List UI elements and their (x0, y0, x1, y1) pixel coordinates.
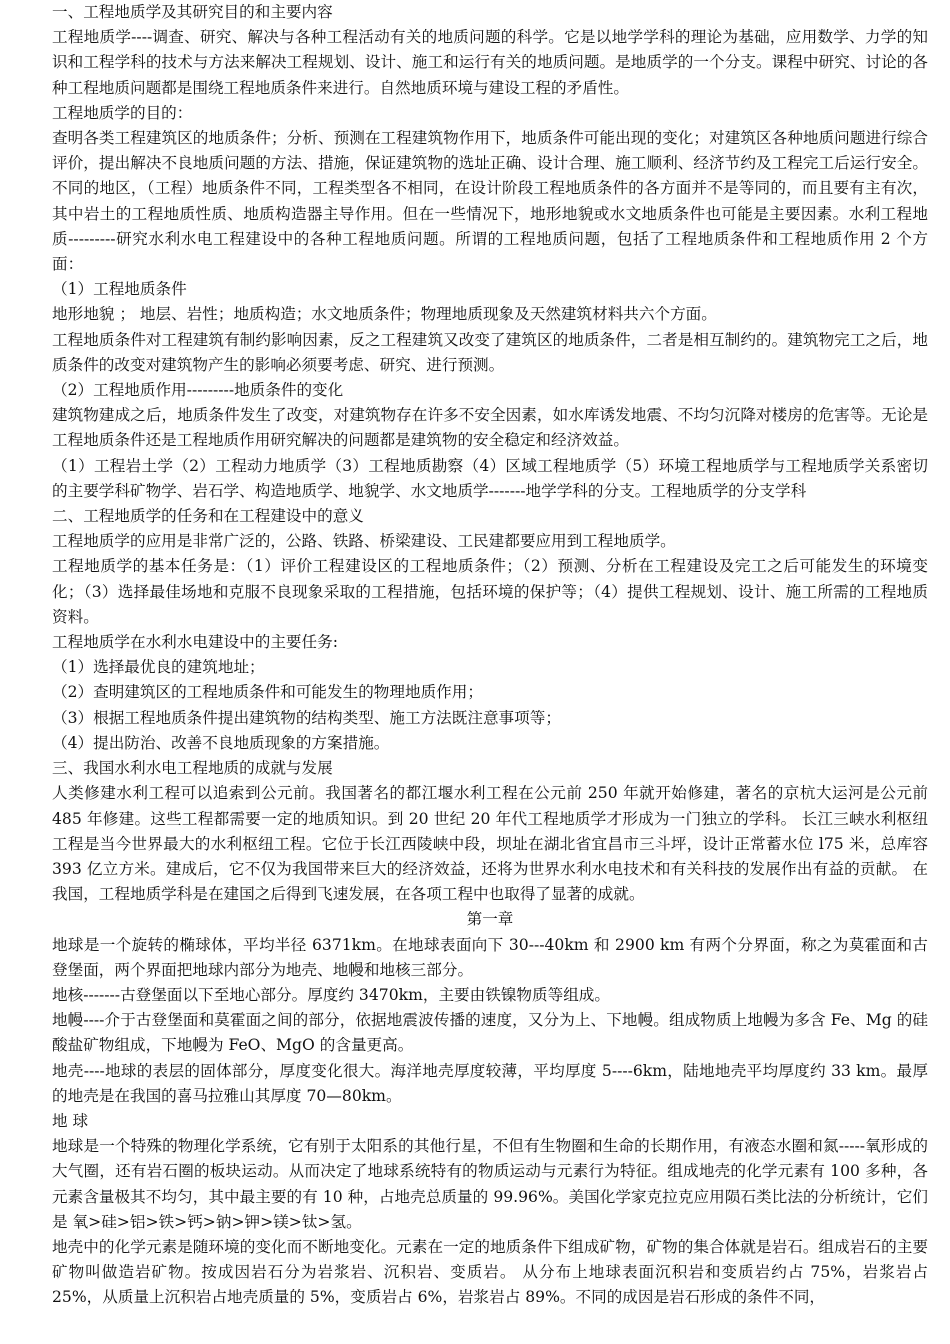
paragraph: 人类修建水利工程可以追索到公元前。我国著名的都江堰水利工程在公元前 250 年就开始修建，著名的京杭大运河是公元前 485 年修建。这些工程都需要一定的地质知识。到 20 世纪 20 年代工程地质学才形成为一门独立的学科。 长江三峡水利枢纽工程是当今世界最大的水利枢纽工程。它位于长江西陵峡中段，坝址在湖北省宜昌市三斗坪，设计正常蓄水位 l75 米，总库容 393 亿立方米。建成后，它不仅为我国带来巨大的经济效益，还将为世界水利水电技术和有关科技的发展作出有益的贡献。 在我国，工程地质学科是在建国之后得到飞速发展，在各项工程中也取得了显著的成就。 (52, 784, 928, 904)
paragraph: 地 球 (52, 1111, 89, 1130)
paragraph: 建筑物建成之后，地质条件发生了改变，对建筑物存在许多不安全因素，如水库诱发地震、不均匀沉降对楼房的危害等。无论是工程地质条件还是工程地质作用研究解决的问题都是建筑物的安全稳定和经济效益。 (52, 406, 928, 450)
paragraph: 地形地貌 ； 地层、岩性；地质构造；水文地质条件；物理地质现象及天然建筑材料共六个方面。 (52, 305, 717, 324)
paragraph: 工程地质学在水利水电建设中的主要任务: (52, 633, 338, 652)
paragraph: 地壳----地球的表层的固体部分，厚度变化很大。海洋地壳厚度较薄，平均厚度 5----6km，陆地地壳平均厚度约 33 km。最厚的地壳是在我国的喜马拉雅山其厚度 70—80km。 (52, 1061, 928, 1105)
paragraph: （4）提出防治、改善不良地质现象的方案措施。 (52, 733, 390, 752)
document-body (52, 0, 928, 1311)
paragraph: 工程地质条件对工程建筑有制约影响因素，反之工程建筑又改变了建筑区的地质条件，二者是相互制约的。建筑物完工之后，地质条件的改变对建筑物产生的影响必须要考虑、研究、进行预测。 (52, 330, 928, 374)
chapter-heading: 第一章 (466, 910, 514, 929)
paragraph: （1）工程岩土学（2）工程动力地质学（3）工程地质勘察（4）区域工程地质学（5）环境工程地质学与工程地质学关系密切的主要学科矿物学、岩石学、构造地质学、地貌学、水文地质学-------地学学科的分支。工程地质学的分支学科 (52, 456, 928, 500)
paragraph: 工程地质学的应用是非常广泛的，公路、铁路、桥梁建设、工民建都要应用到工程地质学。 (52, 532, 676, 551)
paragraph: 地球是一个特殊的物理化学系统，它有别于太阳系的其他行星，不但有生物圈和生命的长期作用，有液态水圈和氮-----氧形成的大气圈，还有岩石圈的板块运动。从而决定了地球系统特有的物质运动与元素行为特征。组成地壳的化学元素有 100 多种，各元素含量极其不均匀，其中最主要的有 10 种，占地壳总质量的 99.96%。美国化学家克拉克应用陨石类比法的分析统计，它们是 氧>硅>铝>铁>钙>钠>钾>镁>钛>氢。 (52, 1137, 928, 1231)
paragraph: 工程地质学的目的： (52, 103, 193, 122)
paragraph: 工程地质学----调查、研究、解决与各种工程活动有关的地质问题的科学。它是以地学学科的理论为基础，应用数学、力学的知识和工程学科的技术与方法来解决工程规划、设计、施工和运行有关的地质问题。是地质学的一个分支。课程中研究、讨论的各种工程地质问题都是围绕工程地质条件来进行。自然地质环境与建设工程的矛盾性。 (52, 28, 928, 97)
paragraph: （3）根据工程地质条件提出建筑物的结构类型、施工方法既注意事项等； (52, 708, 561, 727)
paragraph: 工程地质学的基本任务是：（1）评价工程建设区的工程地质条件；（2）预测、分析在工程建设及完工之后可能发生的环境变化；（3）选择最佳场地和克服不良现象采取的工程措施，包括环境的保护等；（4）提供工程规划、设计、施工所需的工程地质资料。 (52, 557, 928, 626)
paragraph: 地核-------古登堡面以下至地心部分。厚度约 3470km，主要由铁镍物质等组成。 (52, 985, 610, 1004)
paragraph: （2）查明建筑区的工程地质条件和可能发生的物理地质作用； (52, 683, 483, 702)
paragraph: 地壳中的化学元素是随环境的变化而不断地变化。元素在一定的地质条件下组成矿物，矿物的集合体就是岩石。组成岩石的主要矿物叫做造岩矿物。按成因岩石分为岩浆岩、沉积岩、变质岩。 从分布上地球表面沉积岩和变质岩约占 75%，岩浆岩占 25%，从质量上沉积岩占地壳质量的 5%，变质岩占 6%，岩浆岩占 89%。不同的成因是岩石形成的条件不同， (52, 1237, 928, 1307)
paragraph: （2）工程地质作用---------地质条件的变化 (52, 381, 344, 400)
paragraph: 查明各类工程建筑区的地质条件；分析、预测在工程建筑物作用下，地质条件可能出现的变化；对建筑区各种地质问题进行综合评价，提出解决不良地质问题的方法、措施，保证建筑物的选址正确、设计合理、施工顺利、经济节约及工程完工后运行安全。不同的地区，（工程）地质条件不同，工程类型各不相同，在设计阶段工程地质条件的各方面并不是等同的，而且要有主有次，其中岩土的工程地质性质、地质构造器主导作用。但在一些情况下，地形地貌或水文地质条件也可能是主要因素。水利工程地质---------研究水利水电工程建设中的各种工程地质问题。所谓的工程地质问题，包括了工程地质条件和工程地质作用 2 个方面： (52, 129, 928, 274)
paragraph: 地幔----介于古登堡面和莫霍面之间的部分，依据地震波传播的速度，又分为上、下地幔。组成物质上地幔为多含 Fe、Mg 的硅酸盐矿物组成，下地幔为 FeO、MgO 的含量更高。 (52, 1011, 928, 1055)
paragraph: （1）工程地质条件 (52, 280, 187, 299)
paragraph: 三、我国水利水电工程地质的成就与发展 (52, 759, 333, 778)
document-page (52, 0, 928, 1311)
paragraph: 二、工程地质学的任务和在工程建设中的意义 (52, 507, 364, 526)
paragraph: 地球是一个旋转的椭球体，平均半径 6371km。在地球表面向下 30---40km 和 2900 km 有两个分界面，称之为莫霍面和古登堡面，两个界面把地球内部分为地壳、地幔和地核三部分。 (52, 935, 928, 979)
paragraph: 一、工程地质学及其研究目的和主要内容 (52, 3, 333, 21)
paragraph: （1）选择最优良的建筑地址； (52, 658, 265, 677)
